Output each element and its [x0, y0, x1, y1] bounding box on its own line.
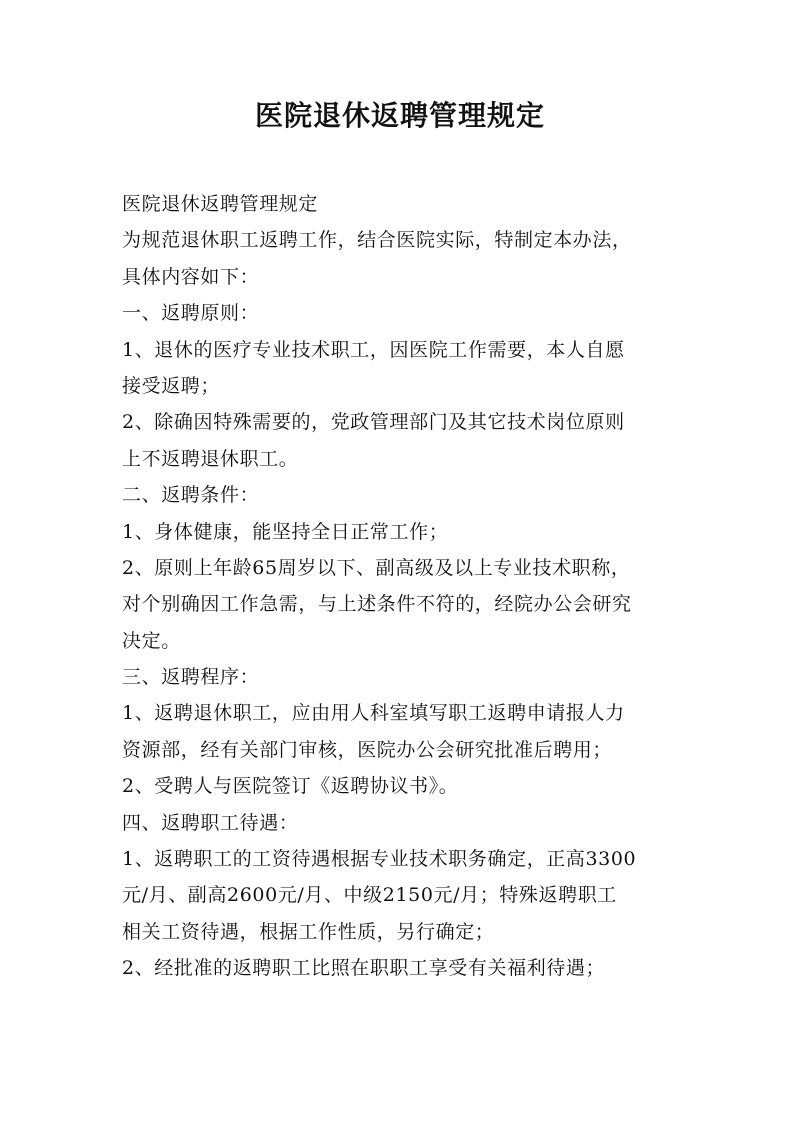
body-line: 具体内容如下：: [122, 265, 260, 288]
body-line: 2、除确因特殊需要的，党政管理部门及其它技术岗位原则: [122, 411, 625, 434]
body-line: 1、身体健康，能坚持全日正常工作；: [122, 520, 449, 543]
body-line: 对个别确因工作急需，与上述条件不符的，经院办公会研究: [122, 593, 632, 616]
body-line: 上不返聘退休职工。: [122, 447, 299, 470]
section-heading: 二、返聘条件：: [122, 484, 260, 507]
body-line: 2、受聘人与医院签订《返聘协议书》。: [122, 775, 459, 798]
body-line: 接受返聘；: [122, 374, 221, 397]
body-line: 元/月、副高2600元/月、中级2150元/月；特殊返聘职工: [122, 884, 617, 907]
body-line: 2、经批准的返聘职工比照在职职工享受有关福利待遇；: [122, 957, 606, 980]
body-line: 医院退休返聘管理规定: [122, 193, 319, 215]
body-line: 资源部，经有关部门审核，医院办公会研究批准后聘用；: [122, 738, 613, 761]
body-line: 决定。: [122, 629, 181, 652]
section-heading: 三、返聘程序：: [122, 666, 260, 689]
body-line: 1、返聘退休职工，应由用人科室填写职工返聘申请报人力: [122, 702, 625, 725]
body-line: 2、原则上年龄65周岁以下、副高级及以上专业技术职称，: [122, 556, 631, 579]
section-heading: 一、返聘原则：: [122, 302, 260, 325]
document-title: 医院退休返聘管理规定: [254, 99, 545, 132]
document-body: [122, 186, 688, 987]
body-line: 为规范退休职工返聘工作，结合医院实际，特制定本办法，: [122, 229, 632, 252]
body-line: 1、退休的医疗专业技术职工，因医院工作需要，本人自愿: [122, 338, 625, 361]
body-line: 1、返聘职工的工资待遇根据专业技术职务确定，正高3300: [122, 848, 637, 871]
body-line: 相关工资待遇，根据工作性质，另行确定；: [122, 920, 495, 943]
section-heading: 四、返聘职工待遇：: [122, 811, 299, 834]
